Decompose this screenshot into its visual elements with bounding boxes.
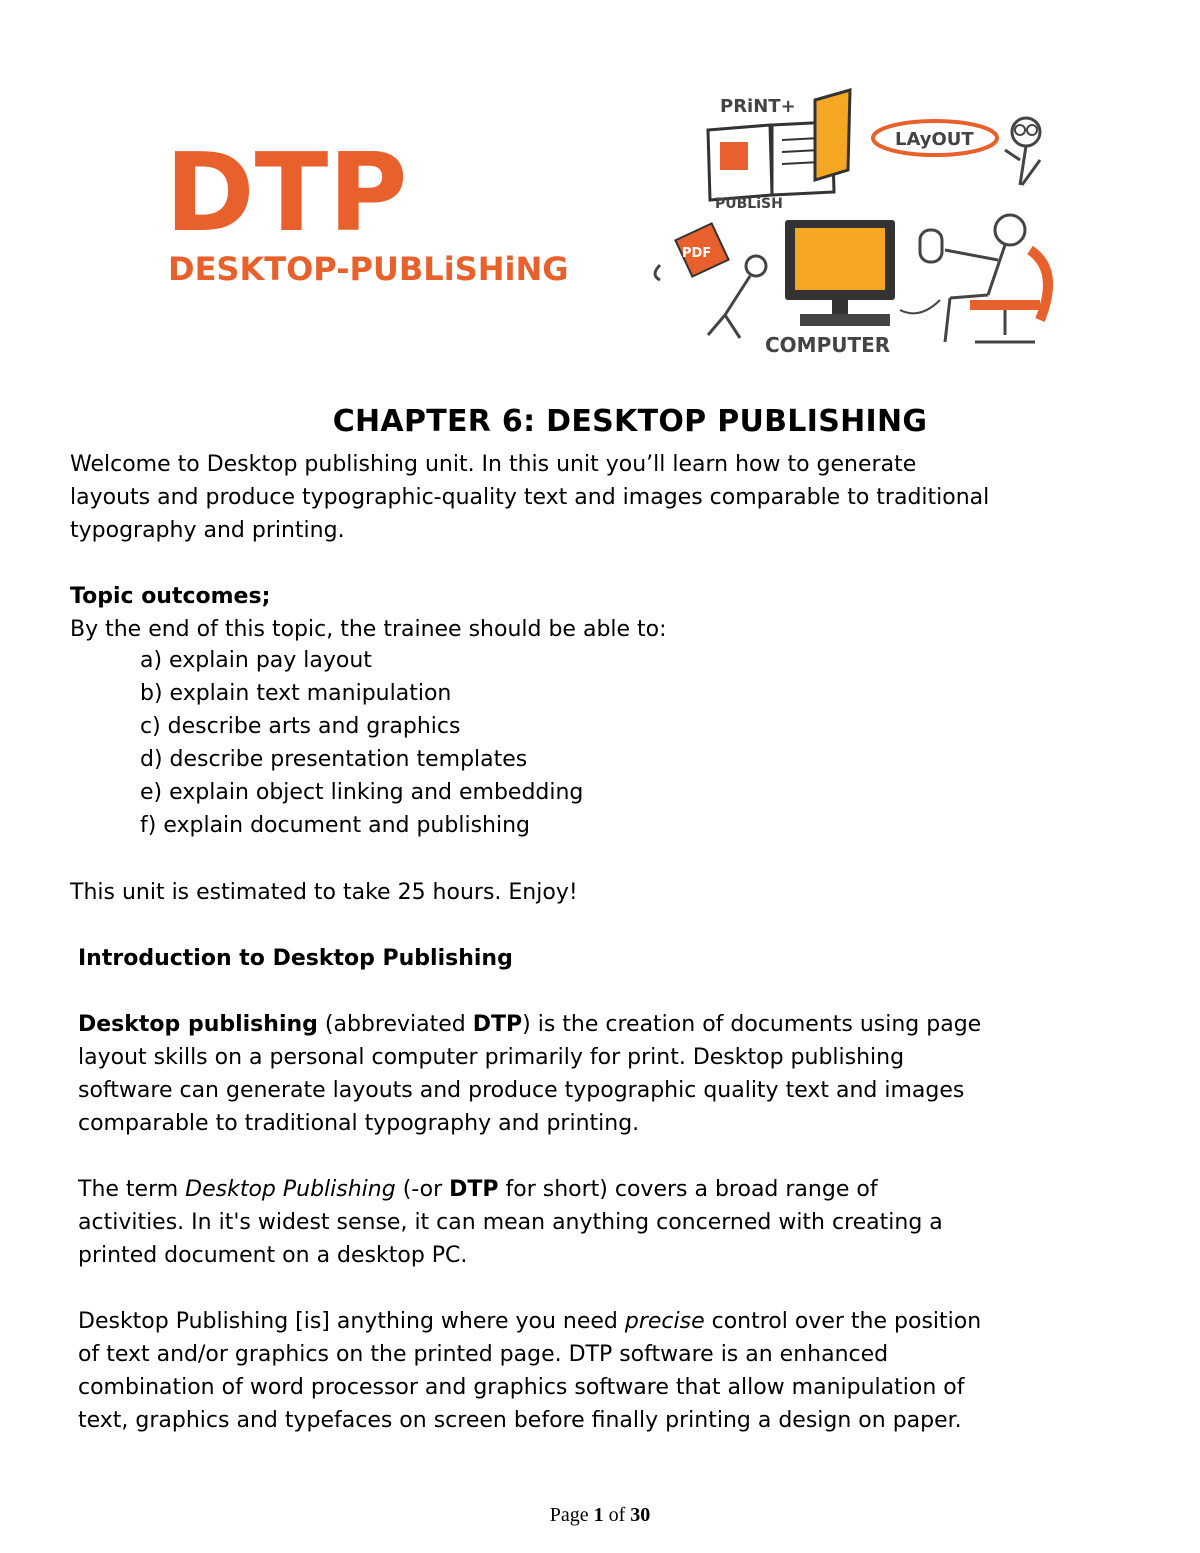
list-item: e) explain object linking and embedding [140, 780, 584, 805]
para3-emph: precise [624, 1309, 705, 1334]
dtp-banner-illustration [160, 80, 1060, 370]
para1-abbr: DTP [472, 1012, 523, 1037]
para1-open: (abbreviated [317, 1012, 473, 1037]
para2-rest: for short) covers a broad range of [498, 1177, 878, 1202]
para2-line-1 [78, 1173, 878, 1206]
chapter-title: CHAPTER 6: DESKTOP PUBLISHING [332, 404, 928, 439]
para3-rest: control over the position [704, 1309, 982, 1334]
para1-line-2: layout skills on a personal computer primarily for print. Desktop publishing [78, 1045, 905, 1070]
publish-label: PUBLiSH [715, 196, 783, 212]
para3-pre: Desktop Publishing [is] anything where you need [78, 1309, 625, 1334]
para2-abbr: DTP [449, 1177, 499, 1202]
para2-term: Desktop Publishing [185, 1177, 396, 1202]
computer-monitor-icon [785, 220, 940, 326]
person-in-chair-icon [920, 215, 1048, 342]
computer-label: COMPUTER [765, 333, 891, 357]
outcomes-lead: By the end of this topic, the trainee should be able to: [70, 617, 667, 642]
estimate-text: This unit is estimated to take 25 hours. Enjoy! [70, 880, 578, 905]
dtp-logo-subtitle: DESKTOP-PUBLiSHiNG [168, 250, 569, 288]
para2-line-2: activities. In it's widest sense, it can mean anything concerned with creating a [78, 1210, 943, 1235]
person-with-glasses-icon [1005, 118, 1040, 185]
list-item: a) explain pay layout [140, 648, 372, 673]
outcomes-list [140, 644, 583, 842]
para1-rest: ) is the creation of documents using page [522, 1012, 982, 1037]
intro-line-3: typography and printing. [70, 518, 345, 543]
intro-line-1: Welcome to Desktop publishing unit. In this unit you’ll learn how to generate [70, 452, 917, 477]
dtp-logo: DTP [165, 131, 408, 256]
para3-line-1 [78, 1305, 981, 1338]
layout-label: LAyOUT [895, 129, 974, 150]
footer-of-word: of [608, 1504, 626, 1526]
footer-total-pages: 30 [630, 1504, 651, 1526]
para3-line-2: of text and/or graphics on the printed page. DTP software is an enhanced [78, 1342, 889, 1367]
para2-line-3: printed document on a desktop PC. [78, 1243, 468, 1268]
list-item: b) explain text manipulation [140, 681, 452, 706]
pdf-person-icon [655, 223, 766, 338]
list-item: d) describe presentation templates [140, 747, 528, 772]
page-footer [0, 1504, 1200, 1527]
para1-line-3: software can generate layouts and produce typographic quality text and images [78, 1078, 965, 1103]
para3-line-4: text, graphics and typefaces on screen before finally printing a design on paper. [78, 1408, 962, 1433]
para2-mid: (-or [395, 1177, 450, 1202]
intro-line-2: layouts and produce typographic-quality text and images comparable to traditional [70, 485, 990, 510]
pdf-label: PDF [682, 246, 712, 261]
para1-term: Desktop publishing [78, 1012, 318, 1037]
para1-line-4: comparable to traditional typography and printing. [78, 1111, 640, 1136]
para2-pre: The term [78, 1177, 186, 1202]
list-item: f) explain document and publishing [140, 813, 530, 838]
footer-page-word: Page [549, 1504, 589, 1526]
para1-line-1 [78, 1008, 981, 1041]
footer-page-number: 1 [593, 1504, 604, 1526]
section-heading: Introduction to Desktop Publishing [78, 946, 513, 971]
list-item: c) describe arts and graphics [140, 714, 461, 739]
outcomes-heading: Topic outcomes; [70, 584, 271, 609]
print-label: PRiNT+ [720, 96, 796, 117]
para3-line-3: combination of word processor and graphics software that allow manipulation of [78, 1375, 965, 1400]
